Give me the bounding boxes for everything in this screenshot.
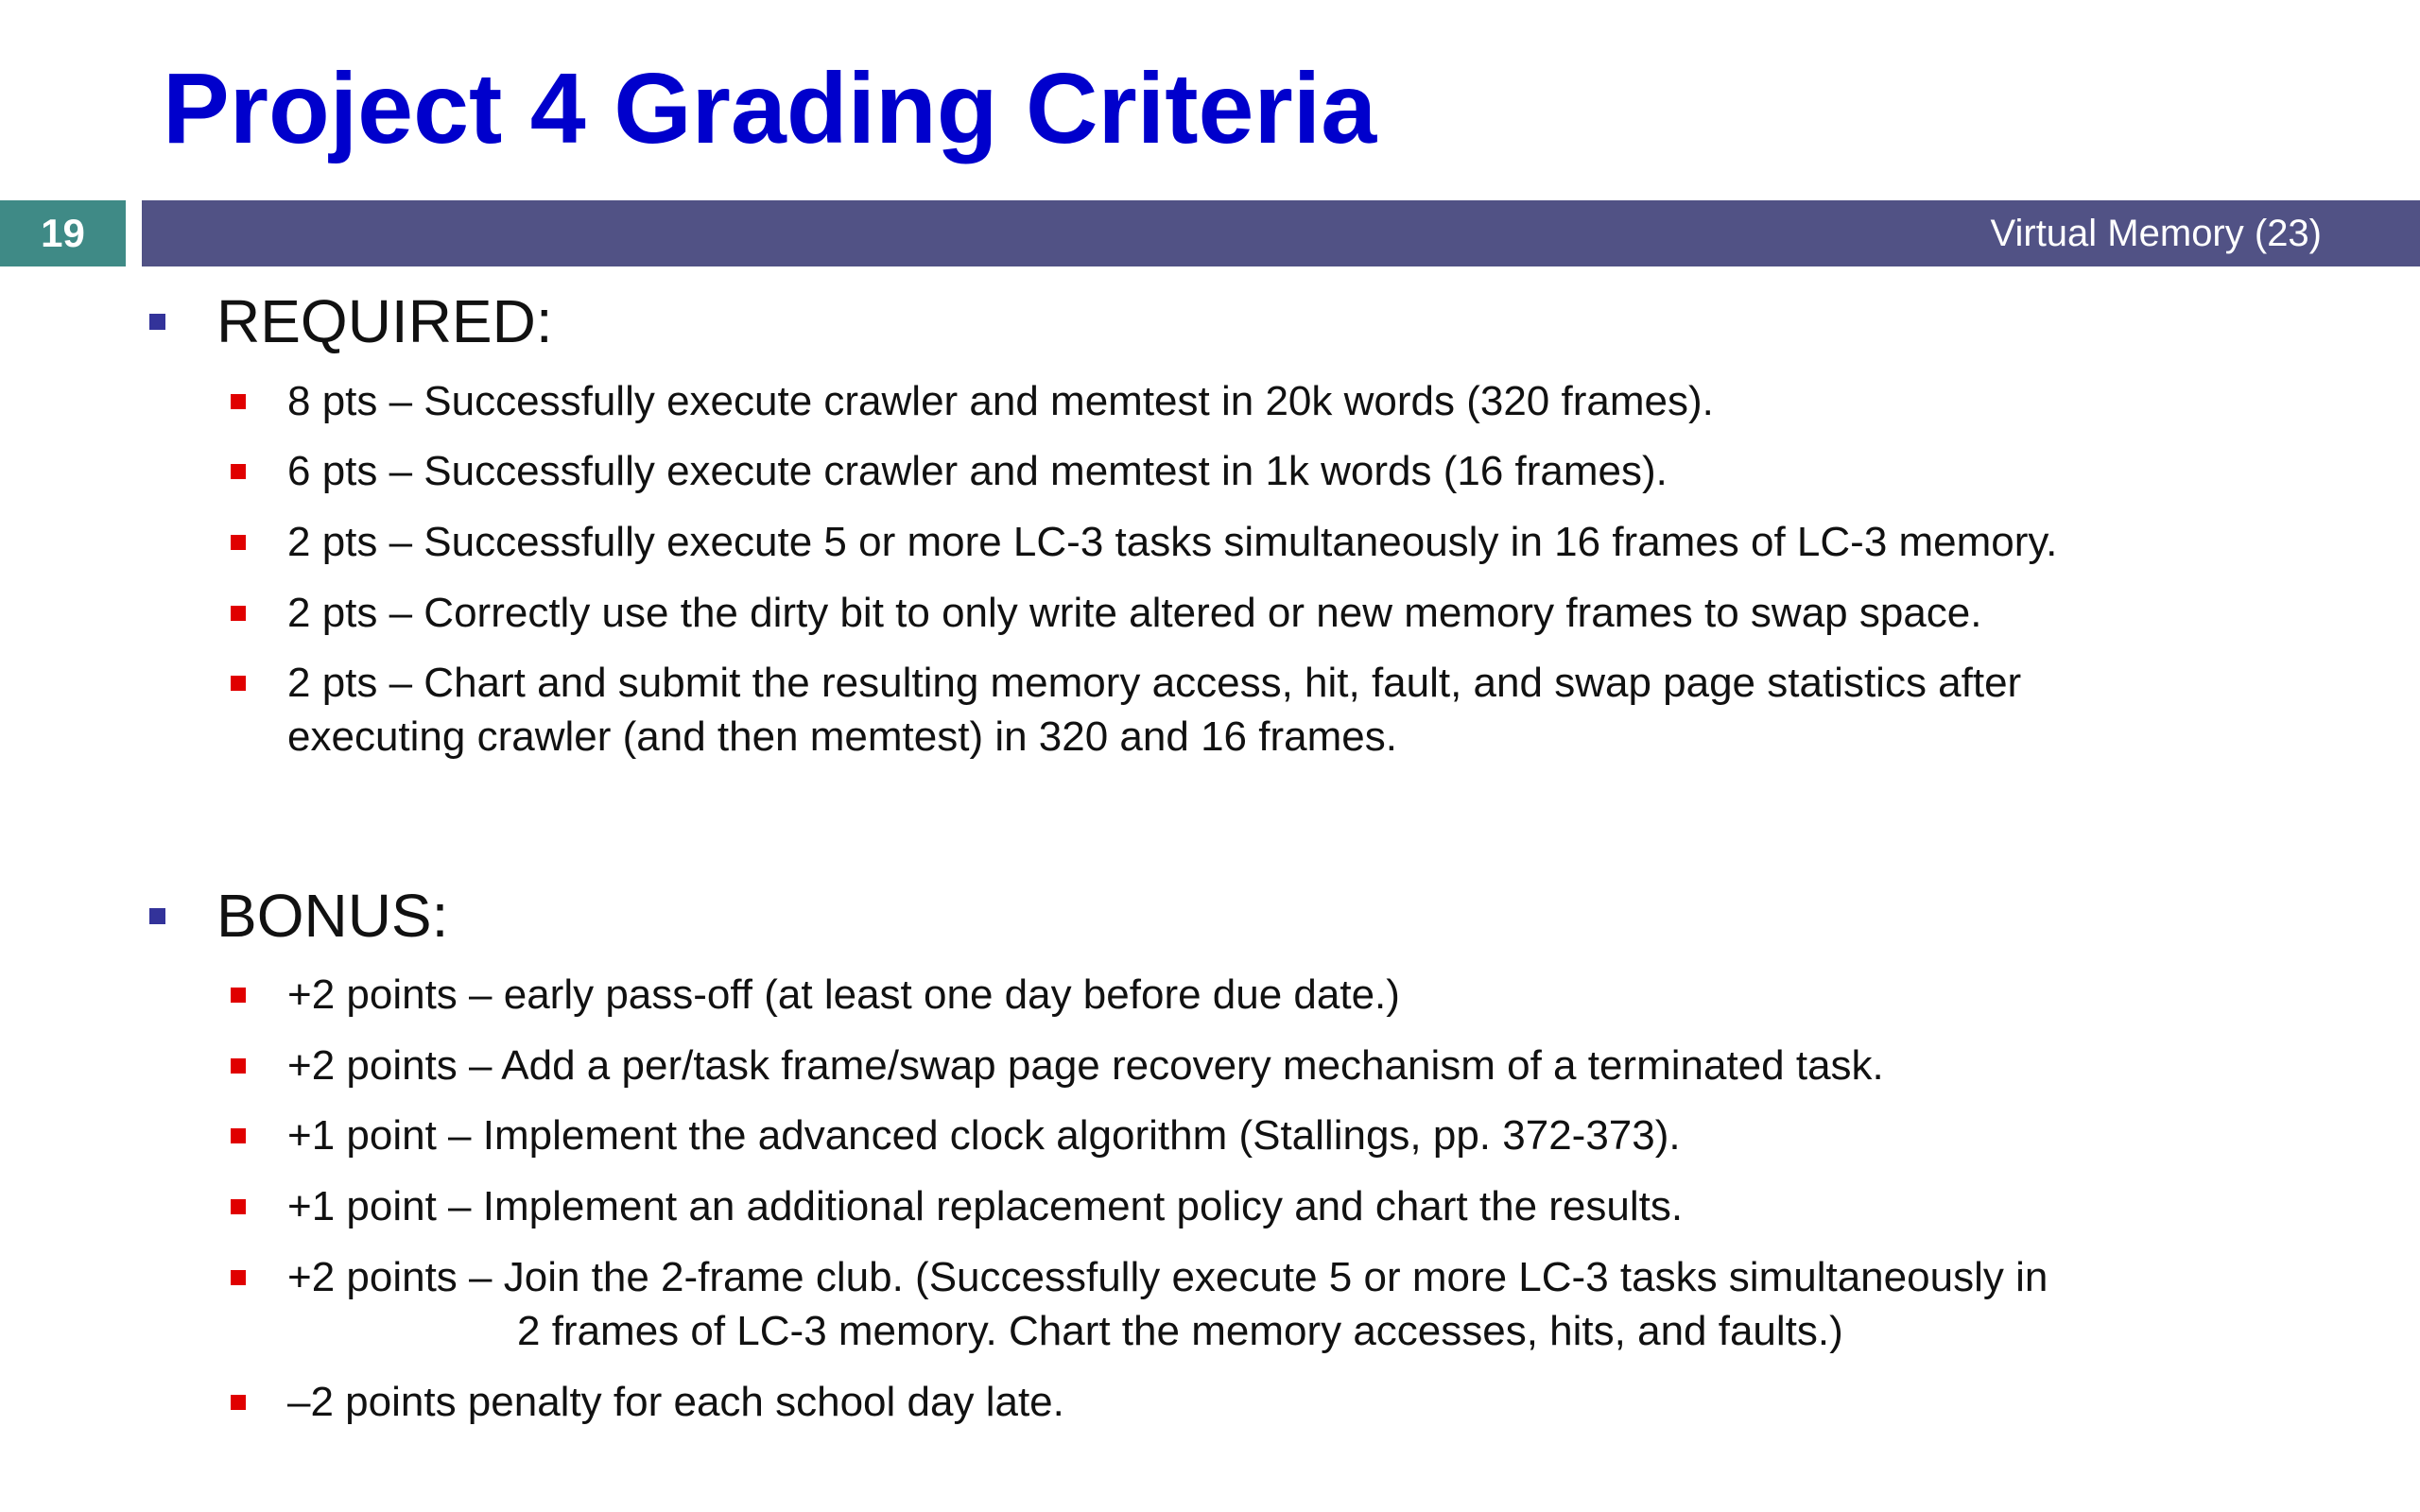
item-text: –2 points penalty for each school day late. (287, 1379, 1064, 1425)
required-heading: REQUIRED: (216, 287, 553, 355)
list-item (231, 1250, 2358, 1358)
square-bullet-icon (231, 676, 246, 691)
square-bullet-icon (231, 1058, 246, 1074)
square-bullet-icon (231, 464, 246, 479)
slide-title: Project 4 Grading Criteria (163, 53, 1377, 164)
required-heading-row (149, 287, 553, 355)
list-item (231, 656, 2358, 764)
item-text: +2 points – Add a per/task frame/swap page recovery mechanism of a terminated task. (287, 1042, 1884, 1089)
bonus-heading: BONUS: (216, 882, 449, 950)
list-item (231, 515, 2358, 569)
list-item (231, 374, 2358, 428)
item-text-continuation: 2 frames of LC-3 memory. Chart the memory accesses, hits, and faults.) (517, 1308, 1843, 1354)
item-text: 2 pts – Successfully execute 5 or more LC-3 tasks simultaneously in 16 frames of LC-3 memory. (287, 519, 2058, 565)
square-bullet-icon (231, 606, 246, 621)
header-bar (142, 200, 2420, 266)
item-text: 6 pts – Successfully execute crawler and memtest in 1k words (16 frames). (287, 448, 1668, 494)
item-text: +1 point – Implement the advanced clock algorithm (Stallings, pp. 372-373). (287, 1112, 1681, 1159)
item-text: +1 point – Implement an additional replacement policy and chart the results. (287, 1183, 1684, 1229)
list-item (231, 586, 2358, 640)
list-item (231, 968, 2358, 1022)
square-bullet-icon (149, 314, 165, 330)
square-bullet-icon (231, 1199, 246, 1214)
square-bullet-icon (231, 1395, 246, 1410)
list-item (231, 444, 2358, 498)
list-item (231, 1108, 2358, 1162)
item-text: +2 points – Join the 2-frame club. (Successfully execute 5 or more LC-3 tasks simultaneously in (287, 1254, 2048, 1300)
item-text-continuation: executing crawler (and then memtest) in 320 and 16 frames. (287, 713, 1397, 760)
square-bullet-icon (231, 535, 246, 550)
bonus-heading-row (149, 882, 449, 950)
square-bullet-icon (231, 1270, 246, 1285)
list-item (231, 1179, 2358, 1233)
square-bullet-icon (149, 908, 165, 924)
item-text: 8 pts – Successfully execute crawler and memtest in 20k words (320 frames). (287, 378, 1714, 424)
slide-number: 19 (0, 200, 126, 266)
list-item (231, 1375, 2358, 1429)
square-bullet-icon (231, 394, 246, 409)
square-bullet-icon (231, 988, 246, 1003)
item-text: +2 points – early pass-off (at least one day before due date.) (287, 971, 1400, 1018)
square-bullet-icon (231, 1128, 246, 1143)
list-item (231, 1039, 2358, 1092)
section-label: Virtual Memory (23) (1990, 212, 2322, 254)
item-text: 2 pts – Chart and submit the resulting memory access, hit, fault, and swap page statistics after (287, 660, 2022, 706)
item-text: 2 pts – Correctly use the dirty bit to only write altered or new memory frames to swap space. (287, 590, 1982, 636)
